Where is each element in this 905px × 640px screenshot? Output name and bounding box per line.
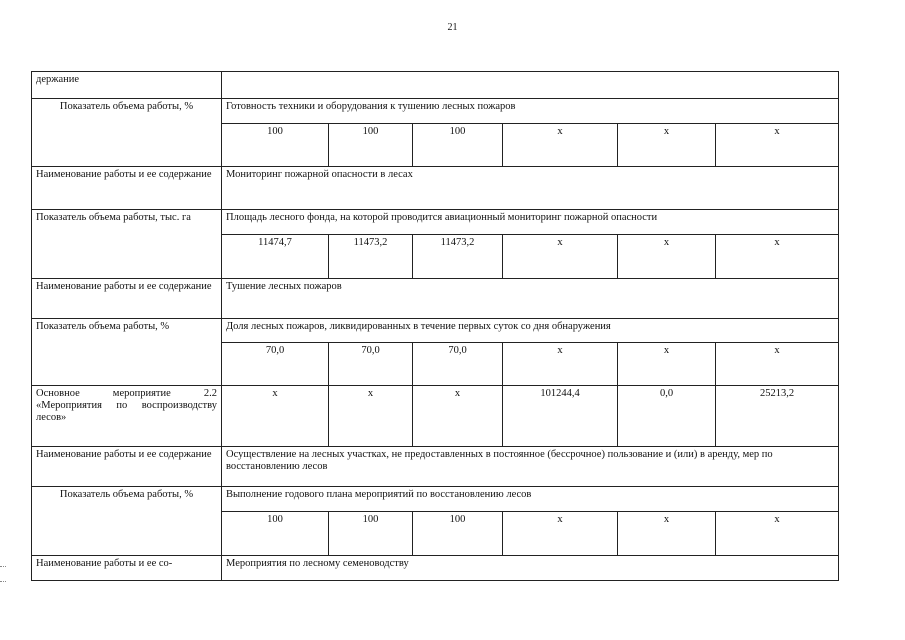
- value-cell: 100: [222, 124, 329, 167]
- value-cell: х: [503, 343, 618, 386]
- indicator-label: Показатель объема работы, %: [32, 319, 222, 386]
- row-content: Мероприятия по лесному семеноводству: [222, 556, 839, 581]
- value-cell: 101244,4: [503, 386, 618, 447]
- value-cell: х: [618, 512, 716, 556]
- table-row: [32, 447, 839, 487]
- value-cell: х: [618, 343, 716, 386]
- value-cell: 70,0: [222, 343, 329, 386]
- value-cell: 11473,2: [413, 235, 503, 279]
- value-cell: 0,0: [618, 386, 716, 447]
- indicator-label: Показатель объема работы, %: [32, 487, 222, 556]
- table-row: [32, 99, 839, 124]
- value-cell: 100: [413, 124, 503, 167]
- value-cell: х: [503, 512, 618, 556]
- value-cell: х: [618, 235, 716, 279]
- table-row: [32, 210, 839, 235]
- value-cell: 70,0: [413, 343, 503, 386]
- table-row: [32, 556, 839, 581]
- table-row: [32, 167, 839, 210]
- budget-table: [31, 71, 839, 581]
- indicator-title: Готовность техники и оборудования к тушению лесных пожаров: [222, 99, 839, 124]
- row-label: держание: [32, 72, 222, 99]
- table-row: [32, 386, 839, 447]
- value-cell: 11474,7: [222, 235, 329, 279]
- value-cell: х: [222, 386, 329, 447]
- row-content: Тушение лесных пожаров: [222, 279, 839, 319]
- row-label: Наименование работы и ее содержание: [32, 447, 222, 487]
- row-label: Наименование работы и ее со-: [32, 556, 222, 581]
- indicator-title: Доля лесных пожаров, ликвидированных в течение первых суток со дня обнаружения: [222, 319, 839, 343]
- value-cell: х: [329, 386, 413, 447]
- indicator-label: Показатель объема работы, %: [32, 99, 222, 167]
- page-number: 21: [447, 22, 458, 33]
- row-label: Основное мероприятие 2.2 «Мероприятия по воспроизводству лесов»: [32, 386, 222, 447]
- indicator-title: Выполнение годового плана мероприятий по восстановлению лесов: [222, 487, 839, 512]
- row-content: Осуществление на лесных участках, не предоставленных в постоянное (бессрочное) пользование и (или) в аренду, мер по восстановлению лесов: [222, 447, 839, 487]
- value-cell: х: [503, 235, 618, 279]
- row-content: Мониторинг пожарной опасности в лесах: [222, 167, 839, 210]
- indicator-title: Площадь лесного фонда, на которой проводится авиационный мониторинг пожарной опасности: [222, 210, 839, 235]
- table-row: [32, 319, 839, 343]
- row-content: [222, 72, 839, 99]
- value-cell: х: [413, 386, 503, 447]
- value-cell: 70,0: [329, 343, 413, 386]
- value-cell: 100: [413, 512, 503, 556]
- value-cell: 100: [329, 512, 413, 556]
- table-row: [32, 487, 839, 512]
- row-label: Наименование работы и ее содержание: [32, 167, 222, 210]
- indicator-label: Показатель объема работы, тыс. га: [32, 210, 222, 279]
- value-cell: х: [716, 235, 839, 279]
- table-row: [32, 279, 839, 319]
- value-cell: 25213,2: [716, 386, 839, 447]
- row-label: Наименование работы и ее содержание: [32, 279, 222, 319]
- value-cell: 11473,2: [329, 235, 413, 279]
- value-cell: 100: [222, 512, 329, 556]
- value-cell: х: [503, 124, 618, 167]
- value-cell: 100: [329, 124, 413, 167]
- scan-mark: [0, 566, 6, 582]
- value-cell: х: [716, 512, 839, 556]
- value-cell: х: [716, 124, 839, 167]
- value-cell: х: [618, 124, 716, 167]
- table-row: [32, 72, 839, 99]
- value-cell: х: [716, 343, 839, 386]
